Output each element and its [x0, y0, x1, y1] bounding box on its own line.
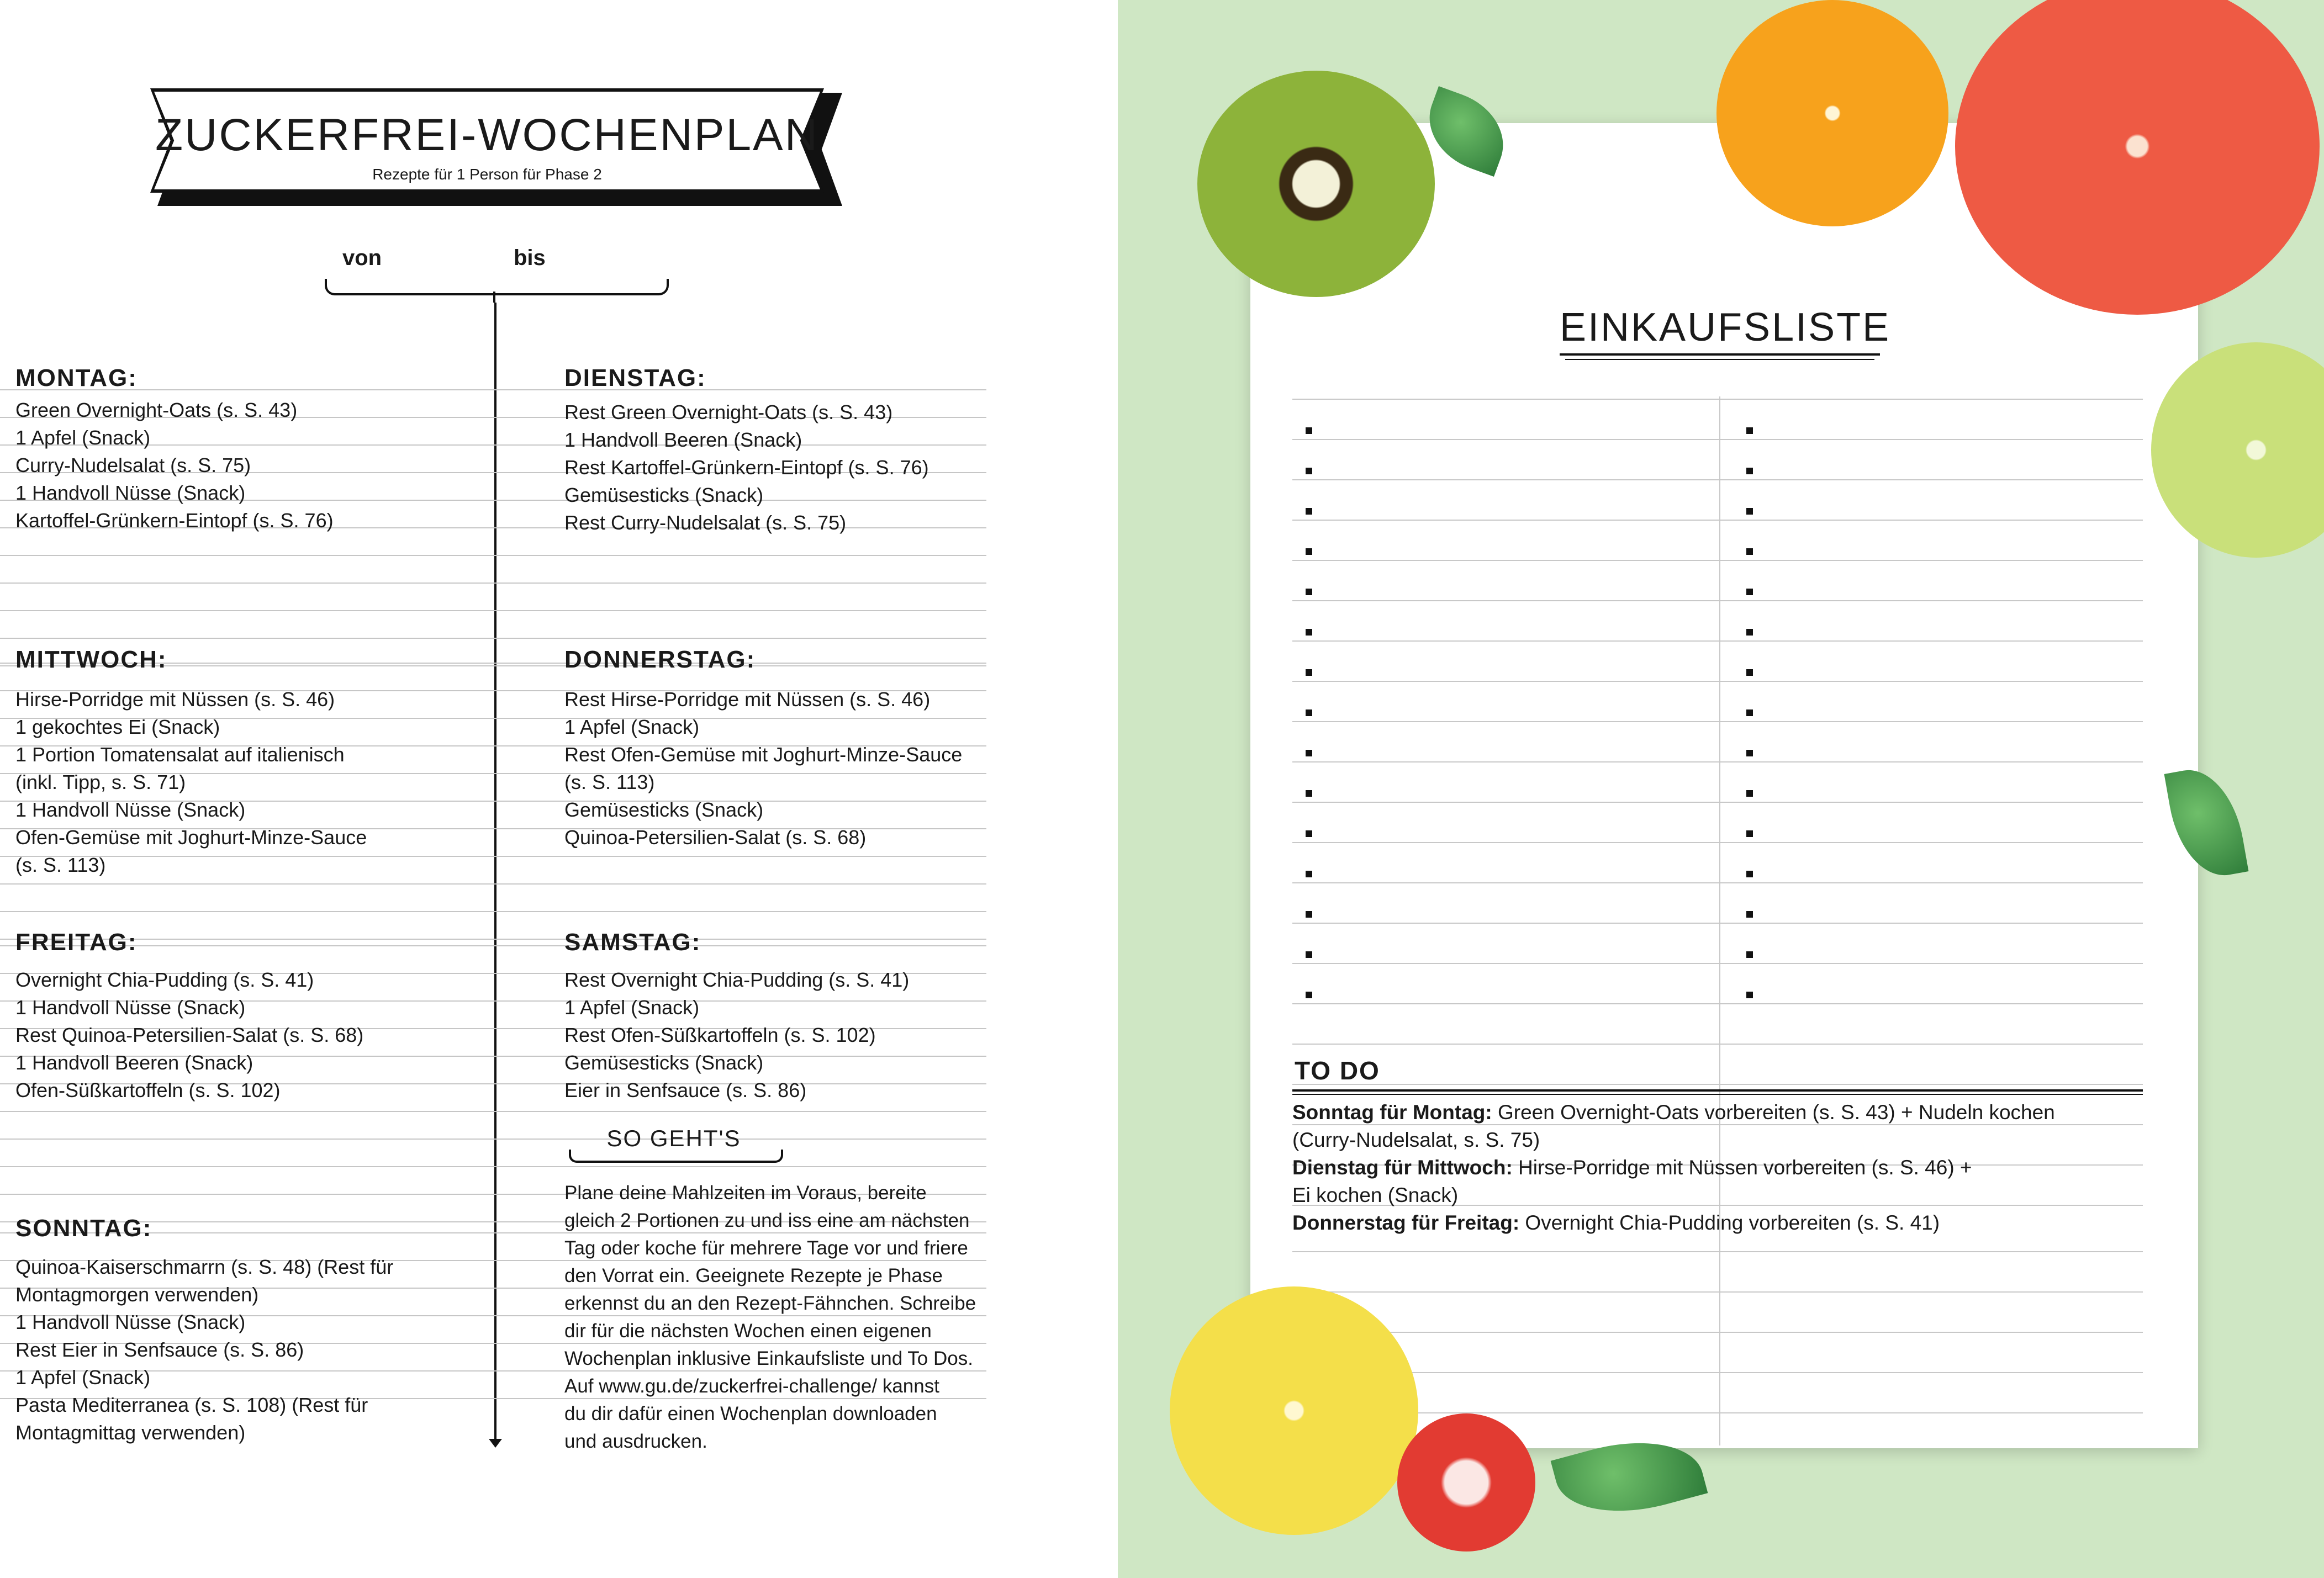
list-item: Quinoa-Petersilien-Salat (s. S. 68)	[564, 826, 867, 849]
von-label: von	[342, 246, 382, 270]
list-line	[1292, 802, 2143, 803]
day-heading: MITTWOCH:	[15, 646, 167, 673]
list-bullet	[1746, 911, 1753, 918]
todo-line	[1292, 1372, 2143, 1373]
todo-item: (Curry-Nudelsalat, s. S. 75)	[1292, 1129, 1540, 1151]
list-bullet	[1306, 992, 1312, 998]
list-line	[1292, 761, 2143, 762]
date-brace-tip	[493, 292, 495, 303]
so-gehts-text	[564, 1179, 1006, 1455]
day-heading: DIENSTAG:	[564, 364, 706, 391]
list-line	[1292, 479, 2143, 480]
list-bullet	[1746, 629, 1753, 636]
text-line: gleich 2 Portionen zu und iss eine am nächsten	[564, 1210, 970, 1231]
todo-rule	[1292, 1089, 2143, 1092]
list-item: 1 Handvoll Nüsse (Snack)	[15, 481, 246, 504]
todo-item: Sonntag für Montag: Green Overnight-Oats vorbereiten (s. S. 43) + Nudeln kochen	[1292, 1101, 2055, 1124]
day-heading: SONNTAG:	[15, 1215, 152, 1242]
list-bullet	[1746, 830, 1753, 837]
todo-line	[1292, 1332, 2143, 1333]
list-bullet	[1306, 669, 1312, 676]
list-bullet	[1306, 911, 1312, 918]
todo-item: Dienstag für Mittwoch: Hirse-Porridge mit Nüssen vorbereiten (s. S. 46) +	[1292, 1156, 1972, 1179]
list-item: 1 Portion Tomatensalat auf italienisch	[15, 743, 345, 766]
text-line: den Vorrat ein. Geeignete Rezepte je Phase	[564, 1265, 943, 1286]
list-line	[1292, 1044, 2143, 1045]
day-heading: SAMSTAG:	[564, 929, 701, 956]
list-bullet	[1746, 508, 1753, 515]
list-item: 1 Handvoll Nüsse (Snack)	[15, 1311, 246, 1333]
list-item: Eier in Senfsauce (s. S. 86)	[564, 1079, 807, 1102]
text-line: Plane deine Mahlzeiten im Voraus, bereite	[564, 1182, 927, 1204]
list-item: Pasta Mediterranea (s. S. 108) (Rest für	[15, 1394, 368, 1416]
list-bullet	[1306, 468, 1312, 474]
orange-slice-image	[1716, 0, 1948, 226]
day-heading: DONNERSTAG:	[564, 646, 756, 673]
title-underline	[1560, 353, 1880, 356]
list-line	[1292, 923, 2143, 924]
text-line: erkennst du an den Rezept-Fähnchen. Schreibe	[564, 1293, 976, 1314]
list-item: 1 gekochtes Ei (Snack)	[15, 716, 220, 738]
date-brace	[325, 279, 669, 295]
list-line	[1292, 640, 2143, 642]
text-line: du dir dafür einen Wochenplan downloaden	[564, 1403, 937, 1425]
text-line: Tag oder koche für mehrere Tage vor und friere	[564, 1237, 968, 1259]
ruled-line	[0, 583, 986, 584]
ruled-line	[0, 911, 986, 912]
list-item: Rest Hirse-Porridge mit Nüssen (s. S. 46)	[564, 688, 931, 711]
list-bullet	[1306, 830, 1312, 837]
list-bullet	[1746, 427, 1753, 434]
page-subtitle: Rezepte für 1 Person für Phase 2	[372, 166, 602, 183]
list-item: (s. S. 113)	[15, 854, 106, 876]
ruled-line	[0, 1111, 986, 1112]
so-gehts-brace	[569, 1150, 783, 1163]
list-item: Gemüsesticks (Snack)	[564, 798, 764, 821]
list-item: Rest Curry-Nudelsalat (s. S. 75)	[564, 511, 847, 534]
list-item: Quinoa-Kaiserschmarrn (s. S. 48) (Rest für	[15, 1256, 394, 1278]
shopping-list-title: EINKAUFSLISTE	[1560, 305, 1891, 350]
text-line: dir für die nächsten Wochen einen eigenen	[564, 1320, 932, 1342]
list-bullet	[1746, 750, 1753, 756]
list-item: Ofen-Süßkartoffeln (s. S. 102)	[15, 1079, 281, 1102]
text-line: und ausdrucken.	[564, 1431, 707, 1452]
list-bullet	[1746, 790, 1753, 797]
todo-item: Ei kochen (Snack)	[1292, 1184, 1459, 1206]
day-items	[564, 966, 909, 1104]
list-item: Montagmittag verwenden)	[15, 1421, 246, 1444]
todo-list	[1292, 1099, 2055, 1237]
day-heading: MONTAG:	[15, 364, 138, 391]
ruled-line	[0, 1139, 986, 1140]
list-item: Ofen-Gemüse mit Joghurt-Minze-Sauce	[15, 826, 367, 849]
strawberry-image	[1397, 1413, 1535, 1551]
list-line	[1292, 882, 2143, 883]
list-line	[1292, 681, 2143, 682]
list-item: Rest Quinoa-Petersilien-Salat (s. S. 68)	[15, 1024, 364, 1046]
list-line	[1292, 520, 2143, 521]
list-bullet	[1306, 427, 1312, 434]
list-bullet	[1306, 790, 1312, 797]
lemon-slice-image	[1170, 1286, 1418, 1535]
list-column-divider	[1719, 396, 1720, 1445]
list-item: Gemüsesticks (Snack)	[564, 484, 764, 506]
list-line	[1292, 721, 2143, 722]
title-underline-2	[1565, 359, 1874, 360]
todo-line	[1292, 1251, 2143, 1252]
divider-line	[494, 303, 497, 1440]
list-item: Overnight Chia-Pudding (s. S. 41)	[15, 968, 314, 991]
list-line	[1292, 1003, 2143, 1004]
day-items	[15, 1253, 393, 1447]
list-item: (inkl. Tipp, s. S. 71)	[15, 771, 186, 793]
day-heading: FREITAG:	[15, 929, 138, 956]
list-item: Hirse-Porridge mit Nüssen (s. S. 46)	[15, 688, 335, 711]
list-item: Rest Ofen-Gemüse mit Joghurt-Minze-Sauce	[564, 743, 963, 766]
list-bullet	[1306, 951, 1312, 958]
list-item: 1 Apfel (Snack)	[564, 716, 700, 738]
list-item: Kartoffel-Grünkern-Eintopf (s. S. 76)	[15, 509, 334, 532]
list-item: Rest Green Overnight-Oats (s. S. 43)	[564, 401, 893, 423]
text-line: Auf www.gu.de/zuckerfrei-challenge/ kannst	[564, 1375, 939, 1397]
list-bullet	[1746, 548, 1753, 555]
list-item: 1 Handvoll Beeren (Snack)	[564, 428, 802, 451]
list-item: Gemüsesticks (Snack)	[564, 1051, 764, 1074]
divider-arrow	[489, 1439, 502, 1448]
list-bullet	[1306, 548, 1312, 555]
list-bullet	[1746, 468, 1753, 474]
list-line	[1292, 963, 2143, 964]
day-items	[15, 396, 334, 534]
list-item: Curry-Nudelsalat (s. S. 75)	[15, 454, 251, 476]
todo-title: TO DO	[1295, 1056, 1380, 1085]
list-line	[1292, 600, 2143, 601]
ruled-line	[0, 1166, 986, 1167]
so-gehts-title: SO GEHT'S	[606, 1125, 741, 1151]
list-item: (s. S. 113)	[564, 771, 655, 793]
ruled-line	[0, 945, 986, 946]
day-items	[564, 686, 962, 851]
ruled-line	[0, 555, 986, 556]
list-bullet	[1746, 709, 1753, 716]
list-bullet	[1306, 508, 1312, 515]
todo-item: Donnerstag für Freitag: Overnight Chia-Pudding vorbereiten (s. S. 41)	[1292, 1211, 1940, 1234]
day-items	[15, 686, 367, 879]
ruled-line	[0, 939, 986, 940]
list-line	[1292, 399, 2143, 400]
day-items	[15, 966, 363, 1104]
todo-line	[1292, 1291, 2143, 1293]
list-item: 1 Handvoll Nüsse (Snack)	[15, 996, 246, 1019]
list-bullet	[1746, 992, 1753, 998]
todo-rule-2	[1292, 1094, 2143, 1095]
list-item: Green Overnight-Oats (s. S. 43)	[15, 399, 298, 421]
kiwi-image	[1197, 71, 1435, 297]
list-bullet	[1306, 750, 1312, 756]
list-item: Montagmorgen verwenden)	[15, 1283, 259, 1306]
list-item: 1 Handvoll Beeren (Snack)	[15, 1051, 253, 1074]
list-item: 1 Apfel (Snack)	[15, 1366, 151, 1389]
list-item: 1 Handvoll Nüsse (Snack)	[15, 798, 246, 821]
list-item: Rest Kartoffel-Grünkern-Eintopf (s. S. 76)	[564, 456, 929, 479]
page-title: ZUCKERFREI-WOCHENPLAN	[155, 110, 819, 160]
list-line	[1292, 439, 2143, 440]
list-bullet	[1306, 589, 1312, 595]
list-line	[1292, 842, 2143, 843]
text-line: Wochenplan inklusive Einkaufsliste und To Dos.	[564, 1348, 973, 1369]
list-bullet	[1306, 871, 1312, 877]
list-item: Rest Ofen-Süßkartoffeln (s. S. 102)	[564, 1024, 876, 1046]
ruled-line	[0, 638, 986, 639]
list-bullet	[1746, 871, 1753, 877]
bis-label: bis	[514, 246, 546, 270]
list-item: Rest Overnight Chia-Pudding (s. S. 41)	[564, 968, 910, 991]
list-item: 1 Apfel (Snack)	[15, 426, 151, 449]
list-bullet	[1746, 951, 1753, 958]
todo-line	[1292, 1412, 2143, 1413]
list-item: Rest Eier in Senfsauce (s. S. 86)	[15, 1338, 304, 1361]
list-bullet	[1746, 669, 1753, 676]
list-bullet	[1306, 709, 1312, 716]
ruled-line	[0, 389, 986, 390]
list-item: 1 Apfel (Snack)	[564, 996, 700, 1019]
list-line	[1292, 560, 2143, 561]
list-bullet	[1306, 629, 1312, 636]
ruled-line	[0, 883, 986, 885]
day-items	[564, 399, 929, 537]
ruled-line	[0, 610, 986, 611]
list-line	[1292, 1084, 2143, 1085]
list-bullet	[1746, 589, 1753, 595]
